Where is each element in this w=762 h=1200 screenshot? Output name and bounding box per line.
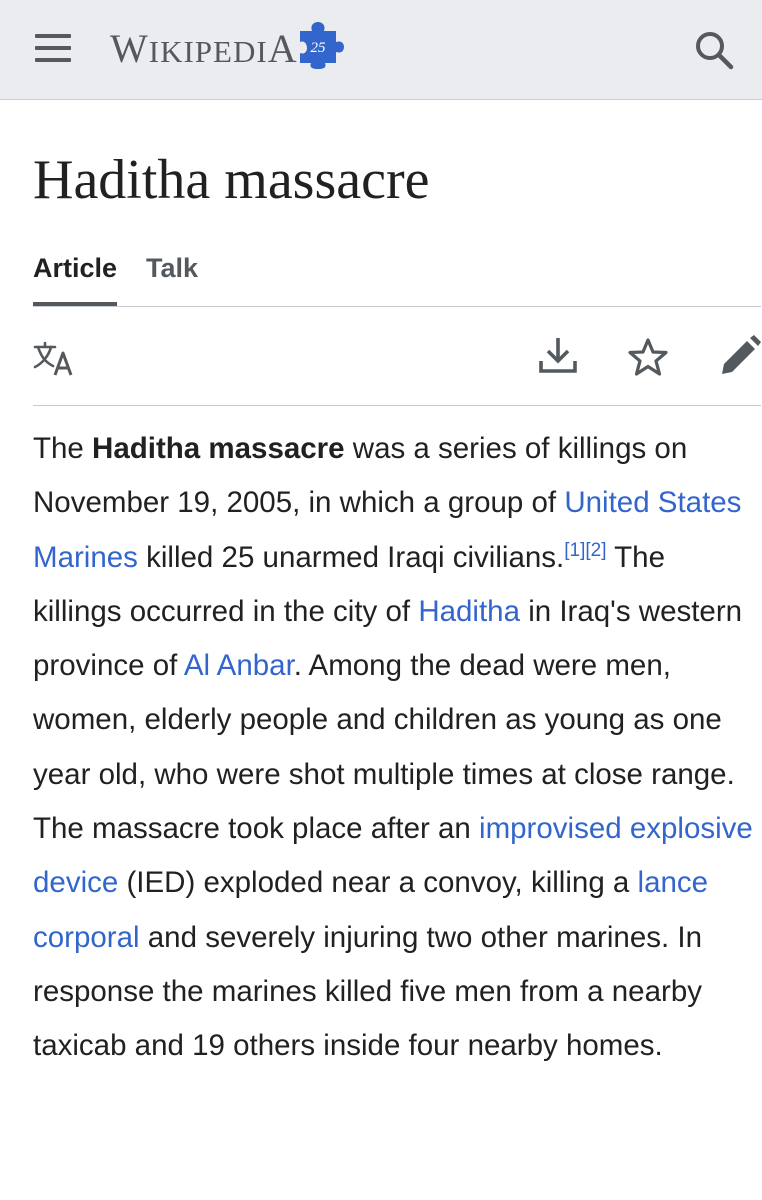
article-text: in Iraq's western province of <box>33 594 743 683</box>
article-text: . Among the dead were men, women, elderly people and children as young as one year old, who were shot multiple times at close range. The massacre took place after an <box>33 649 735 846</box>
tab-article[interactable]: Article <box>33 253 118 283</box>
star-icon[interactable] <box>627 337 669 377</box>
active-tab-indicator <box>33 302 117 306</box>
page-tabs <box>33 248 761 307</box>
article-text: The killings occurred in the city of <box>33 540 665 628</box>
header-bar <box>0 0 762 100</box>
wikipedia-logo[interactable] <box>110 18 344 78</box>
hamburger-menu-icon[interactable] <box>32 28 74 68</box>
puzzle-piece-icon <box>298 21 344 69</box>
tab-talk[interactable]: Talk <box>146 253 199 283</box>
article-text: (IED) exploded near a convoy, killing a <box>118 866 638 900</box>
page-actions-bar <box>33 307 761 406</box>
article-subject-bold: Haditha massacre <box>92 432 345 465</box>
reference-link-2[interactable]: [2] <box>585 539 607 561</box>
article-text: was a series of killings on November 19, 2005, in which a group of <box>33 432 688 520</box>
reference-link-1[interactable]: [1] <box>564 539 586 561</box>
article-lead-paragraph <box>33 422 758 1074</box>
search-icon[interactable] <box>692 28 736 72</box>
link-united-states-marines[interactable]: United States Marines <box>33 486 742 574</box>
download-icon[interactable] <box>538 335 578 375</box>
language-icon[interactable] <box>33 341 77 377</box>
link-haditha[interactable]: Haditha <box>418 594 520 628</box>
svg-text:25: 25 <box>310 40 326 56</box>
article-text: killed 25 unarmed Iraqi civilians. <box>137 540 565 574</box>
article-text: The <box>33 432 93 465</box>
link-lance-corporal[interactable]: lance corporal <box>33 866 709 954</box>
page-title: Haditha massacre <box>33 149 430 211</box>
article-text: and severely injuring two other marines. In response the marines killed five men from a nearby taxicab and 19 others inside four nearby homes. <box>33 920 702 1063</box>
pencil-icon[interactable] <box>719 335 761 377</box>
wikipedia-wordmark: WIKIPEDIA <box>110 25 298 71</box>
link-al-anbar[interactable]: Al Anbar <box>183 649 294 683</box>
link-improvised-explosive-device[interactable]: improvised explosive device <box>33 812 753 900</box>
